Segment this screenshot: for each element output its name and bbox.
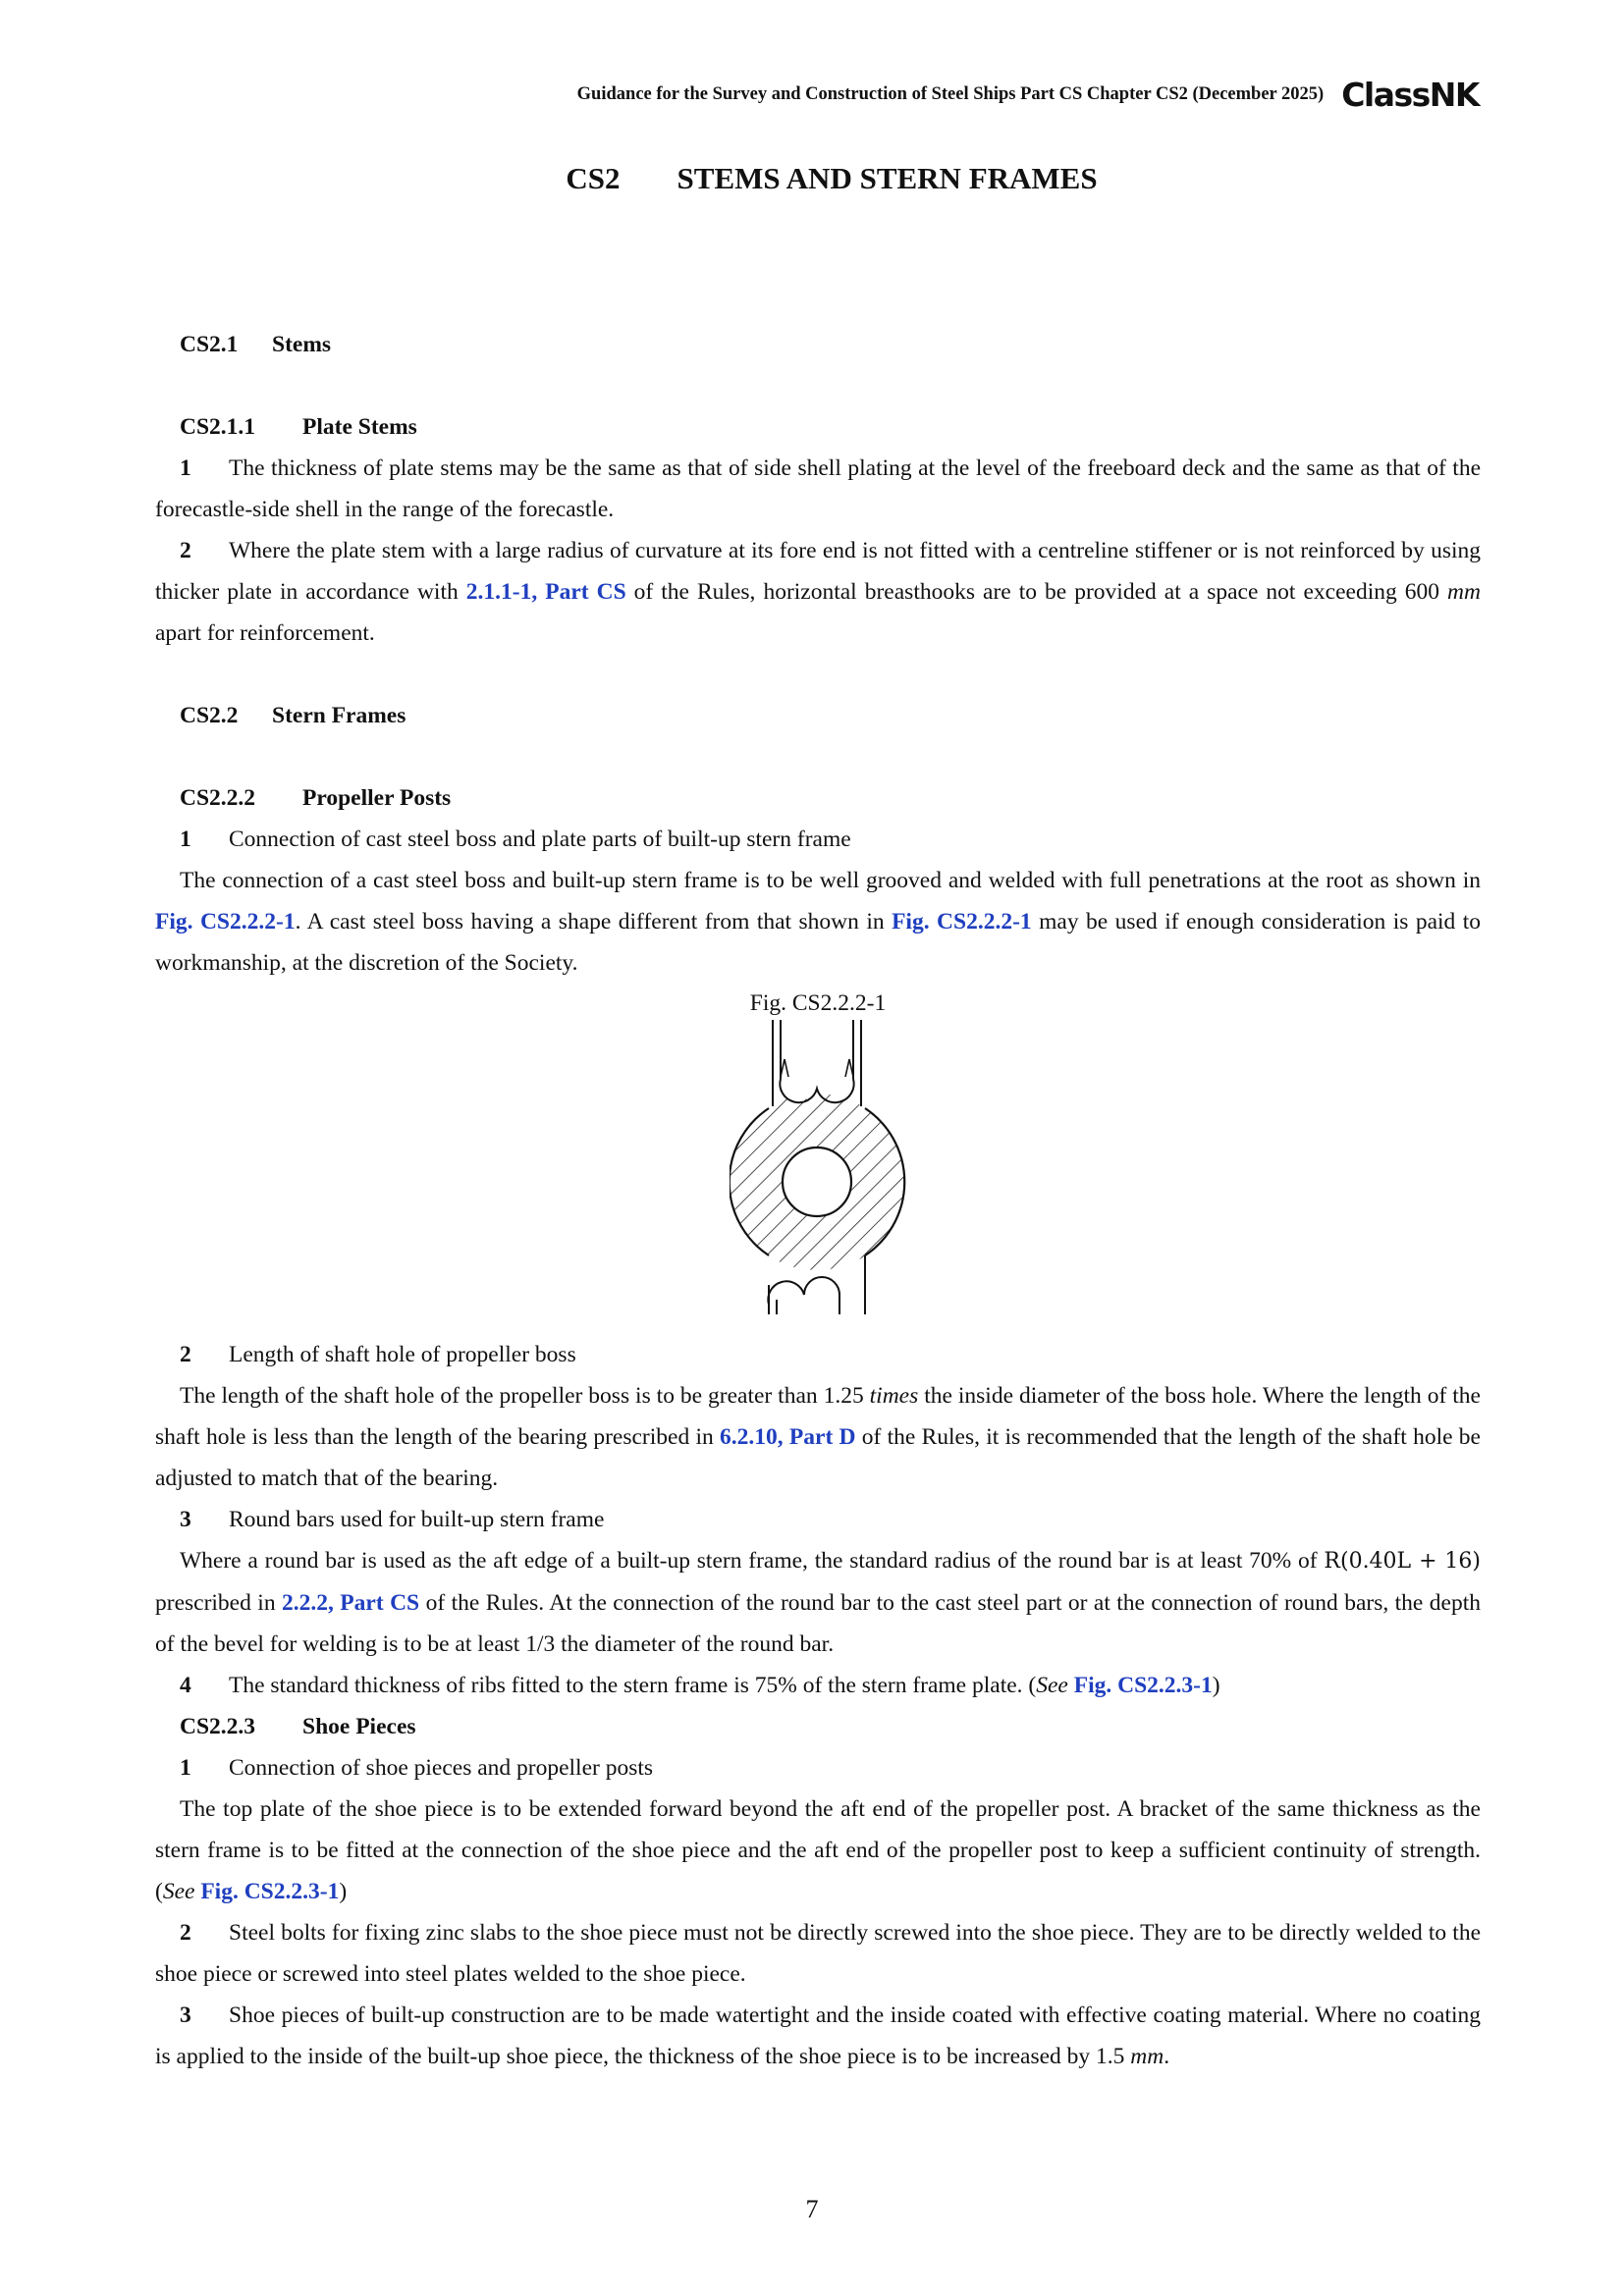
section-title: Plate Stems bbox=[302, 414, 417, 440]
section-number: CS2.2 bbox=[180, 703, 239, 728]
figure-reference-link[interactable]: Fig. CS2.2.2-1 bbox=[892, 909, 1032, 934]
emphasis-text: times bbox=[869, 1383, 919, 1409]
boss-section-drawing bbox=[730, 1020, 906, 1314]
paragraph-text: Steel bolts for fixing zinc slabs to the shoe piece must not be directly screwed into the shoe piece. They are to be directly welded to the shoe piece or screwed into steel plates welded to the shoe piece. bbox=[155, 1920, 1481, 1987]
paragraph-heading-cs2-2-3-1 bbox=[155, 1747, 1481, 1789]
paragraph-number: 2 bbox=[180, 1342, 191, 1367]
paragraph-heading: Connection of cast steel boss and plate parts of built-up stern frame bbox=[229, 827, 851, 852]
paragraph-cs2-2-2-2 bbox=[155, 1375, 1481, 1499]
paragraph-text: of the Rules, it is recommended that the length of the shaft hole be adjusted to match that of the bearing. bbox=[155, 1424, 1481, 1491]
section-title: Stern Frames bbox=[272, 703, 406, 728]
chapter-name: STEMS AND STERN FRAMES bbox=[677, 161, 1098, 195]
paragraph-cs2-2-2-1 bbox=[155, 860, 1481, 984]
paragraph-number: 4 bbox=[180, 1673, 191, 1698]
paragraph-cs2-1-1-1 bbox=[155, 448, 1481, 530]
paragraph-text: ) bbox=[1212, 1673, 1220, 1698]
paragraph-text: of the Rules, horizontal breasthooks are to be provided at a space not exceeding 600 bbox=[625, 579, 1448, 605]
section-title: Propeller Posts bbox=[302, 785, 452, 811]
section-number: CS2.1 bbox=[180, 332, 239, 357]
paragraph-cs2-2-2-4 bbox=[155, 1665, 1481, 1706]
paragraph-text: The standard thickness of ribs fitted to the stern frame is 75% of the stern frame plate. ( bbox=[229, 1673, 1037, 1698]
section-number: CS2.1.1 bbox=[180, 414, 256, 440]
section-title: Shoe Pieces bbox=[302, 1714, 416, 1739]
paragraph-heading: Connection of shoe pieces and propeller posts bbox=[229, 1755, 654, 1781]
paragraph-heading-cs2-2-2-3 bbox=[155, 1499, 1481, 1540]
paragraph-heading-cs2-2-2-2 bbox=[155, 1334, 1481, 1375]
paragraph-text: . bbox=[1164, 2044, 1170, 2069]
paragraph-text: Where the plate stem with a large radius of curvature at its fore end is not fitted with a centreline stiffener or is not reinforced by using thicker plate in accordance with bbox=[155, 538, 1481, 605]
paragraph-cs2-2-2-3 bbox=[155, 1540, 1481, 1665]
paragraph-cs2-2-3-3 bbox=[155, 1995, 1481, 2077]
paragraph-text: . A cast steel boss having a shape different from that shown in bbox=[295, 909, 893, 934]
paragraph-number: 1 bbox=[180, 455, 191, 481]
rule-reference-link[interactable]: 2.1.1-1, Part CS bbox=[465, 579, 626, 605]
paragraph-text: apart for reinforcement. bbox=[155, 620, 375, 646]
header-text: Guidance for the Survey and Construction of Steel Ships Part CS Chapter CS2 (December 2025) bbox=[576, 83, 1325, 104]
section-number: CS2.2.2 bbox=[180, 785, 256, 811]
paragraph-heading-cs2-2-2-1 bbox=[155, 819, 1481, 860]
rule-reference-link[interactable]: 2.2.2, Part CS bbox=[282, 1590, 420, 1616]
paragraph-number: 2 bbox=[180, 538, 191, 563]
section-title: Stems bbox=[272, 332, 332, 357]
figure-reference-link[interactable]: Fig. CS2.2.3-1 bbox=[200, 1879, 340, 1904]
paragraph-text: the inside diameter of the boss hole. Where the length of the shaft hole is less than the length of the bearing prescribed in bbox=[155, 1383, 1481, 1450]
chapter-title bbox=[0, 161, 1624, 196]
paragraph-text: The top plate of the shoe piece is to be extended forward beyond the aft end of the propeller post. A bracket of the same thickness as the stern frame is to be fitted at the connection of the shoe piece and the aft end of the propeller post to keep a sufficient continuity of strength. ( bbox=[155, 1796, 1481, 1904]
paragraph-number: 3 bbox=[180, 1507, 191, 1532]
section-heading-cs2-2 bbox=[155, 695, 1481, 736]
section-number: CS2.2.3 bbox=[180, 1714, 256, 1739]
page-content bbox=[155, 324, 1481, 2077]
paragraph-text: Where a round bar is used as the aft edge of a built-up stern frame, the standard radius of the round bar is at least 70% of bbox=[180, 1548, 1325, 1574]
paragraph-text: may be used if enough consideration is paid to workmanship, at the discretion of the Society. bbox=[155, 909, 1482, 976]
paragraph-cs2-1-1-2 bbox=[155, 530, 1481, 654]
paragraph-text: prescribed in bbox=[155, 1590, 282, 1616]
paragraph-number: 3 bbox=[180, 2002, 191, 2028]
paragraph-text: ) bbox=[339, 1879, 348, 1904]
see-text: See bbox=[1036, 1673, 1068, 1698]
paragraph-number: 1 bbox=[180, 1755, 191, 1781]
section-heading-cs2-1 bbox=[155, 324, 1481, 365]
paragraph-text: of the Rules. At the connection of the round bar to the cast steel part or at the connection of round bars, the depth of the bevel for welding is to be at least 1/3 the diameter of the round bar. bbox=[155, 1590, 1481, 1657]
page-header bbox=[577, 75, 1479, 114]
paragraph-cs2-2-3-2 bbox=[155, 1912, 1481, 1995]
paragraph-text: The length of the shaft hole of the propeller boss is to be greater than 1.25 bbox=[180, 1383, 870, 1409]
paragraph-text: The connection of a cast steel boss and built-up stern frame is to be well grooved and welded with full penetrations at the root as shown in bbox=[180, 868, 1481, 893]
paragraph-heading: Length of shaft hole of propeller boss bbox=[229, 1342, 576, 1367]
classnk-logo: ClassNK bbox=[1341, 75, 1479, 114]
unit-text: mm bbox=[1130, 2044, 1164, 2069]
section-heading-cs2-1-1 bbox=[155, 406, 1481, 448]
section-heading-cs2-2-2 bbox=[155, 777, 1481, 819]
paragraph-text: Shoe pieces of built-up construction are to be made watertight and the inside coated with effective coating material. Where no coating is applied to the inside of the built-up shoe piece, the thickness of the shoe piece is to be increased by 1.5 bbox=[155, 2002, 1481, 2069]
figure-cs2-2-2-1 bbox=[155, 988, 1481, 1334]
figure-caption: Fig. CS2.2.2-1 bbox=[749, 990, 887, 1016]
paragraph-heading: Round bars used for built-up stern frame bbox=[229, 1507, 605, 1532]
paragraph-text: The thickness of plate stems may be the same as that of side shell plating at the level of the freeboard deck and the same as that of the forecastle-side shell in the range of the forecastle. bbox=[155, 455, 1481, 522]
paragraph-number: 1 bbox=[180, 827, 191, 852]
formula: R(0.40L + 16) bbox=[1324, 1549, 1481, 1574]
figure-reference-link[interactable]: Fig. CS2.2.2-1 bbox=[155, 909, 296, 934]
paragraph-cs2-2-3-1 bbox=[155, 1789, 1481, 1912]
figure-reference-link[interactable]: Fig. CS2.2.3-1 bbox=[1073, 1673, 1213, 1698]
chapter-number: CS2 bbox=[566, 161, 621, 195]
rule-reference-link[interactable]: 6.2.10, Part D bbox=[720, 1424, 856, 1450]
paragraph-number: 2 bbox=[180, 1920, 191, 1946]
unit-text: mm bbox=[1447, 579, 1481, 605]
page-number: 7 bbox=[805, 2195, 819, 2223]
see-text: See bbox=[162, 1879, 195, 1904]
section-heading-cs2-2-3 bbox=[155, 1706, 1481, 1747]
